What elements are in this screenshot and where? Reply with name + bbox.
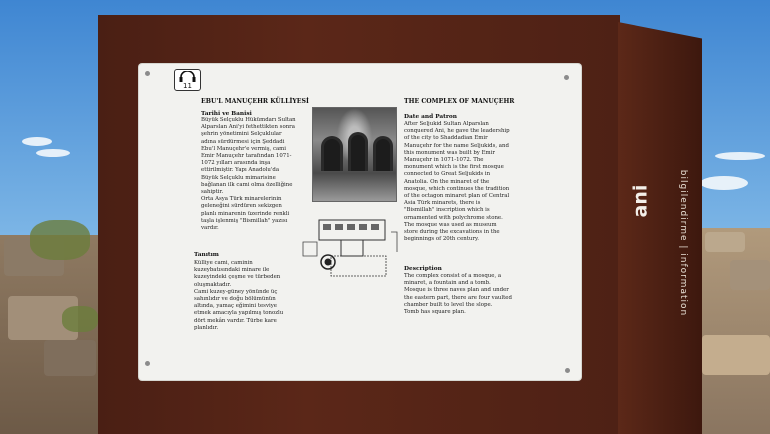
text-line: etmek amacıyla yapılmış tonozlu bbox=[194, 310, 284, 317]
text-line: altında, yamaç eğimini tesviye bbox=[194, 303, 277, 310]
arch bbox=[321, 136, 343, 171]
brand-tagline: bilgilendirme | information bbox=[678, 169, 689, 317]
text-line: Büyük Selçuklu mimarisine bbox=[201, 174, 276, 181]
shrub bbox=[30, 220, 90, 260]
screw bbox=[145, 361, 150, 366]
text-line: sahınlıdır ve doğu bölümünün bbox=[194, 296, 276, 303]
ruin-block bbox=[702, 335, 770, 375]
rock bbox=[44, 340, 96, 376]
english-section1-heading: Date and Patron bbox=[404, 114, 457, 120]
text-line: Anatolia. On the minaret of the bbox=[404, 178, 490, 185]
cloud bbox=[700, 176, 748, 190]
floor-plan-drawing bbox=[301, 212, 398, 280]
text-line: planlı minarenin üzerinde renkli bbox=[201, 210, 290, 217]
audio-guide-badge bbox=[174, 69, 201, 91]
english-section1-text bbox=[404, 121, 522, 243]
text-line: mosque, which continues the tradition bbox=[404, 185, 510, 192]
text-line: dört mekân vardır. Türbe kare bbox=[194, 317, 277, 324]
text-line: Cami kuzey-güney yönünde üç bbox=[194, 288, 278, 295]
text-line: Manuçehr for the name Seljukids, and bbox=[404, 142, 509, 149]
headphones-icon bbox=[178, 71, 197, 82]
text-line: Orta Asya Türk minarelerinin bbox=[201, 196, 282, 203]
text-line: taşla işlenmiş "Bismillah" yazısı bbox=[201, 217, 288, 224]
text-line: kuzeyindeki çeşme ve türbeden bbox=[194, 274, 281, 281]
screw bbox=[564, 75, 569, 80]
arch bbox=[348, 132, 368, 171]
text-line: Büyük Selçuklu Hükümdarı Sultan bbox=[201, 117, 296, 123]
text-line: minaret, a fountain and a tomb. bbox=[404, 280, 491, 287]
text-line: "Bismillah" inscription which is bbox=[404, 207, 490, 214]
english-title: THE COMPLEX OF MANUÇEHR bbox=[404, 98, 515, 105]
audio-guide-number: 11 bbox=[183, 82, 192, 90]
ruin-block bbox=[705, 232, 745, 252]
text-line: The complex consist of a mosque, a bbox=[404, 273, 502, 279]
turkish-section2-heading: Tanıtım bbox=[194, 252, 219, 258]
screw bbox=[145, 71, 150, 76]
text-line: The mosque was used as museum bbox=[404, 221, 497, 228]
turkish-title: EBU'L MANUÇEHR KÜLLİYESİ bbox=[201, 98, 309, 105]
text-line: 1072 yılları arasında inşa bbox=[201, 160, 271, 167]
english-section2-text bbox=[404, 273, 524, 316]
text-line: store during the excavations in the bbox=[404, 229, 500, 236]
text-line: conquered Ani, he gave the leadership bbox=[404, 128, 510, 135]
cloud bbox=[715, 152, 765, 160]
text-line: kuzeybatısındaki minare ile bbox=[194, 267, 270, 274]
text-line: geleneğini sürdüren sekizgen bbox=[201, 203, 282, 210]
stone-ruins-right bbox=[690, 228, 770, 434]
screw bbox=[565, 368, 570, 373]
english-section2-heading: Description bbox=[404, 266, 442, 272]
text-line: bağlanan ilk cami olma özelliğine bbox=[201, 181, 293, 188]
text-line: şehrin yönetimini Selçuklular bbox=[201, 131, 282, 138]
cloud bbox=[36, 149, 70, 157]
text-line: Tomb has square plan. bbox=[404, 309, 466, 316]
text-line: monument which is the first mosque bbox=[404, 164, 504, 171]
text-line: vardır. bbox=[201, 225, 219, 232]
info-panel bbox=[139, 64, 581, 380]
brand-name: ani bbox=[629, 184, 652, 218]
turkish-section2-text bbox=[194, 260, 304, 332]
text-line: ettirilmiştir. Yapı Anadolu'da bbox=[201, 167, 280, 174]
text-line: planlıdır. bbox=[194, 324, 219, 331]
text-line: of the octagon minaret plan of Central bbox=[404, 193, 510, 200]
historic-interior-photo bbox=[312, 107, 397, 202]
text-line: of the city to Shaddadian Emir bbox=[404, 135, 488, 142]
text-line: connected to Great Seljukids in bbox=[404, 171, 491, 178]
text-line: adına sürdürmesi için Şeddadi bbox=[201, 138, 285, 145]
text-line: sahiptir. bbox=[201, 189, 224, 196]
text-line: Asia Türk minarets, there is bbox=[404, 200, 481, 207]
text-line: beginnings of 20th century. bbox=[404, 236, 479, 243]
text-line: oluşmaktadır. bbox=[194, 281, 232, 288]
text-line: the eastern part, there are four vaulted bbox=[404, 294, 512, 301]
text-line: Ebu'l Manuçehr'e vermiş, cami bbox=[201, 145, 287, 152]
text-line: After Seljukid Sultan Alparslan bbox=[404, 121, 489, 127]
text-line: chamber built to level the slope. bbox=[404, 301, 493, 308]
arch bbox=[373, 136, 393, 171]
brand-label bbox=[629, 150, 689, 320]
text-line: this monument was built by Emir bbox=[404, 149, 495, 156]
cloud bbox=[22, 137, 52, 146]
turkish-section1-text bbox=[201, 117, 304, 232]
text-line: Mosque is three naves plan and under bbox=[404, 287, 509, 294]
turkish-section1-heading: Tarihi ve Banisi bbox=[201, 111, 252, 117]
text-line: Külliye cami, caminin bbox=[194, 260, 253, 266]
text-line: Alparslan Ani'yi fethettikten sonra bbox=[201, 124, 295, 131]
text-line: ornamented with polychrome stone. bbox=[404, 214, 503, 221]
text-line: Emir Manuçehr tarafından 1071- bbox=[201, 153, 292, 160]
ruin-block bbox=[730, 260, 770, 290]
shrub bbox=[62, 306, 98, 332]
text-line: Manuçehr in 1071-1072. The bbox=[404, 157, 484, 164]
